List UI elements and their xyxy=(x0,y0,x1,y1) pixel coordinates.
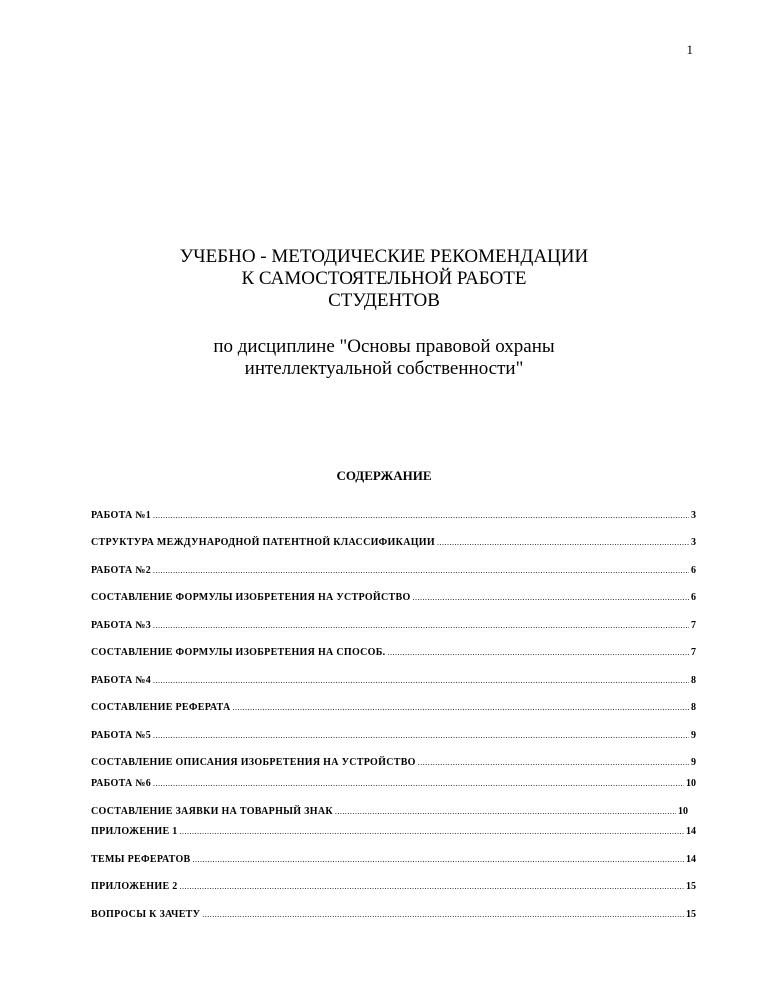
page-number: 1 xyxy=(686,42,693,57)
toc-entry-page: 3 xyxy=(691,510,696,521)
toc-entry-label: ТЕМЫ РЕФЕРАТОВ xyxy=(91,854,191,865)
toc-entry[interactable] xyxy=(91,757,696,771)
toc-entry[interactable] xyxy=(91,565,696,579)
toc-entry-page: 9 xyxy=(691,730,696,741)
toc-entry[interactable] xyxy=(91,702,696,716)
toc-entry-page: 15 xyxy=(686,909,696,920)
toc-leader-dots xyxy=(153,511,689,520)
toc-entry-label: СОСТАВЛЕНИЕ ОПИСАНИЯ ИЗОБРЕТЕНИЯ НА УСТРОЙСТВО xyxy=(91,757,416,768)
toc-entry-label: ПРИЛОЖЕНИЕ 2 xyxy=(91,881,178,892)
toc-entry[interactable] xyxy=(91,730,696,744)
subtitle-line: по дисциплине "Основы правовой охраны xyxy=(213,336,555,357)
toc-leader-dots xyxy=(153,621,689,630)
toc-entry[interactable] xyxy=(91,620,696,634)
toc-entry-page: 7 xyxy=(691,620,696,631)
toc-leader-dots xyxy=(413,593,689,602)
title-line: К САМОСТОЯТЕЛЬНОЙ РАБОТЕ xyxy=(241,268,527,289)
toc-entry-label: РАБОТА №5 xyxy=(91,730,152,741)
toc-leader-dots xyxy=(153,779,684,788)
toc-entry-page: 8 xyxy=(691,675,696,686)
toc-entry[interactable] xyxy=(91,778,696,792)
toc-leader-dots xyxy=(193,855,685,864)
title-line: УЧЕБНО - МЕТОДИЧЕСКИЕ РЕКОМЕНДАЦИИ xyxy=(179,246,589,267)
toc-entry-page: 10 xyxy=(686,778,696,789)
title-line: СТУДЕНТОВ xyxy=(328,290,440,311)
toc-leader-dots xyxy=(202,910,684,919)
toc-entry-page: 15 xyxy=(686,881,696,892)
toc-entry-label: РАБОТА №2 xyxy=(91,565,152,576)
toc-entry-label: СОСТАВЛЕНИЕ ЗАЯВКИ НА ТОВАРНЫЙ ЗНАК xyxy=(91,806,333,817)
toc-leader-dots xyxy=(232,703,689,712)
toc-entry[interactable] xyxy=(91,592,696,606)
toc-heading: СОДЕРЖАНИЕ xyxy=(336,468,432,483)
toc-entry[interactable] xyxy=(91,826,696,840)
subtitle-line: интеллектуальной собственности" xyxy=(244,358,524,379)
toc-entry[interactable] xyxy=(91,675,696,689)
toc-leader-dots xyxy=(437,538,689,547)
toc-entry-page: 14 xyxy=(686,854,696,865)
toc-entry[interactable] xyxy=(91,647,696,661)
toc-leader-dots xyxy=(180,882,684,891)
toc-leader-dots xyxy=(180,827,684,836)
toc-entry-label: РАБОТА №1 xyxy=(91,510,152,521)
toc-entry-label: ПРИЛОЖЕНИЕ 1 xyxy=(91,826,178,837)
toc-entry-label: СТРУКТУРА МЕЖДУНАРОДНОЙ ПАТЕНТНОЙ КЛАССИФИКАЦИИ xyxy=(91,537,435,548)
document-title xyxy=(0,246,768,312)
toc-entry-label: СОСТАВЛЕНИЕ РЕФЕРАТА xyxy=(91,702,231,713)
toc-entry-label: ВОПРОСЫ К ЗАЧЕТУ xyxy=(91,909,201,920)
toc-entry-page: 7 xyxy=(691,647,696,658)
toc-leader-dots xyxy=(418,758,689,767)
toc-entry-label: СОСТАВЛЕНИЕ ФОРМУЛЫ ИЗОБРЕТЕНИЯ НА УСТРОЙСТВО xyxy=(91,592,411,603)
toc-entry[interactable] xyxy=(91,806,688,820)
toc-leader-dots xyxy=(153,566,689,575)
toc-leader-dots xyxy=(153,731,689,740)
toc-entry[interactable] xyxy=(91,909,696,923)
toc-entry[interactable] xyxy=(91,881,696,895)
toc-entry[interactable] xyxy=(91,510,696,524)
toc-entry-page: 6 xyxy=(691,565,696,576)
toc-entry-label: РАБОТА №3 xyxy=(91,620,152,631)
toc-entry[interactable] xyxy=(91,854,696,868)
toc-leader-dots xyxy=(335,807,676,816)
toc-entry-label: РАБОТА №4 xyxy=(91,675,152,686)
toc-entry-page: 9 xyxy=(691,757,696,768)
toc-leader-dots xyxy=(387,648,689,657)
toc-entry[interactable] xyxy=(91,537,696,551)
toc-entry-label: РАБОТА №6 xyxy=(91,778,152,789)
toc-entry-page: 10 xyxy=(678,806,688,817)
toc-entry-label: СОСТАВЛЕНИЕ ФОРМУЛЫ ИЗОБРЕТЕНИЯ НА СПОСОБ. xyxy=(91,647,386,658)
toc-entry-page: 6 xyxy=(691,592,696,603)
toc-entry-page: 14 xyxy=(686,826,696,837)
toc-leader-dots xyxy=(153,676,689,685)
toc-entry-page: 3 xyxy=(691,537,696,548)
toc-entry-page: 8 xyxy=(691,702,696,713)
document-subtitle xyxy=(0,336,768,380)
